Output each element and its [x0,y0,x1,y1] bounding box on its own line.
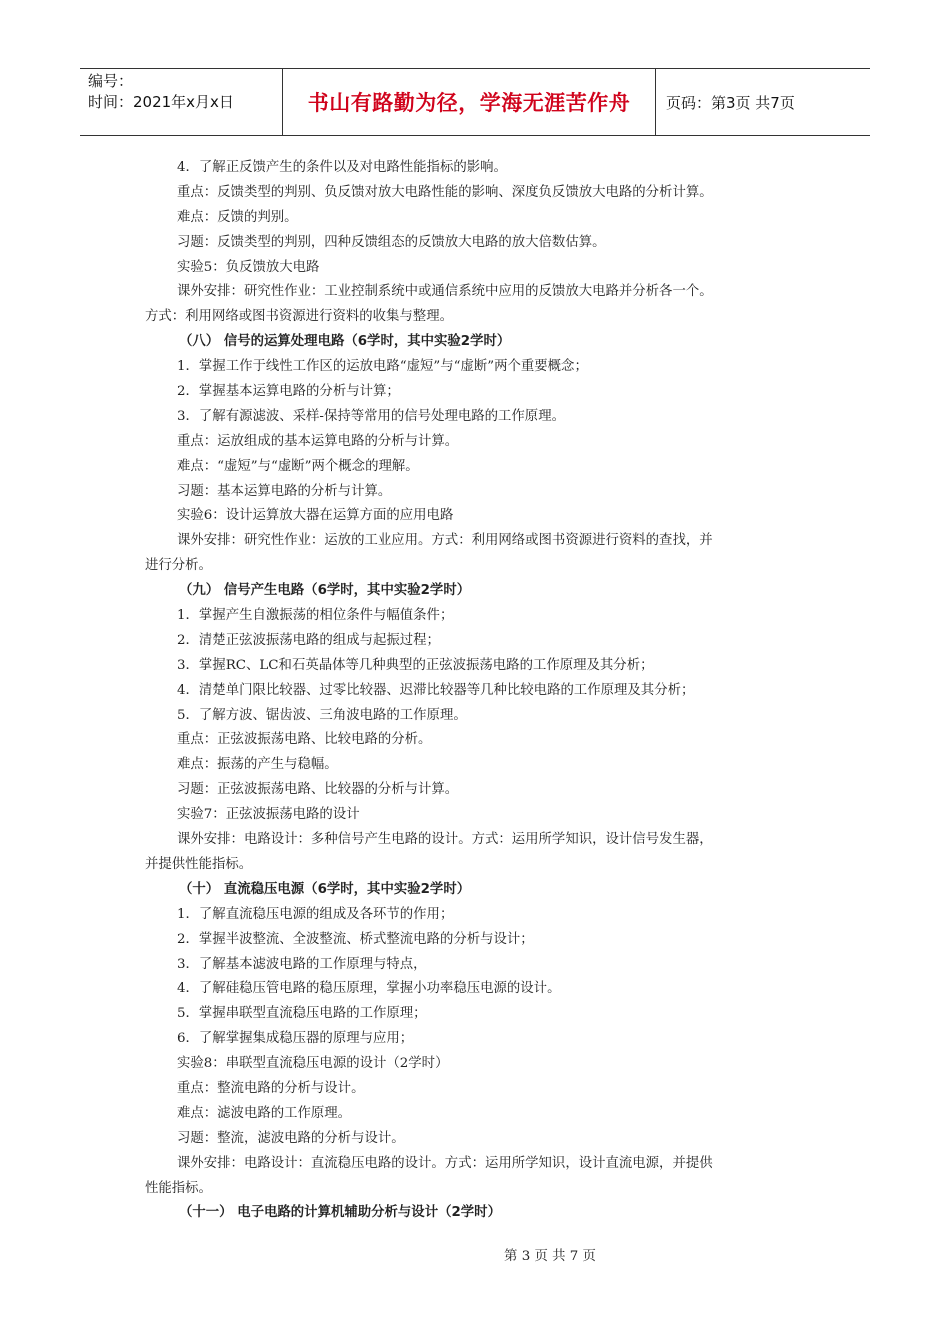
number-label: 编号： [88,72,134,90]
text-line: 重点：整流电路的分析与设计。 [177,1080,365,1096]
text-line: 实验8：串联型直流稳压电源的设计（2学时） [177,1056,449,1072]
text-line: 重点：反馈类型的判别、负反馈对放大电路性能的影响、深度负反馈放大电路的分析计算。 [177,184,713,200]
text-line: 实验7：正弦波振荡电路的设计 [177,807,360,823]
section-heading: （八） 信号的运算处理电路（6学时，其中实验2学时） [179,334,511,350]
text-line: 难点：振荡的产生与稳幅。 [177,757,338,773]
header-page-info [656,69,870,135]
text-line: 性能指标。 [145,1180,212,1196]
text-line: 课外安排：研究性作业：工业控制系统中或通信系统中应用的反馈放大电路并分析各一个。 [177,284,713,300]
text-line: 1．掌握产生自激振荡的相位条件与幅值条件； [177,608,454,624]
text-line: 习题：正弦波振荡电路、比较器的分析与计算。 [177,782,459,798]
section-heading: （九） 信号产生电路（6学时，其中实验2学时） [179,583,471,599]
text-line: 实验6：设计运算放大器在运算方面的应用电路 [177,508,454,524]
text-line: 2．掌握基本运算电路的分析与计算； [177,384,400,400]
text-line: 并提供性能指标。 [145,856,253,872]
text-line: 难点：“虚短”与“虚断”两个概念的理解。 [177,458,419,474]
text-line: 方式：利用网络或图书资源进行资料的收集与整理。 [145,309,453,325]
text-line: 课外安排：电路设计：直流稳压电路的设计。方式：运用所学知识，设计直流电源，并提供 [177,1155,713,1171]
footer-page-number: 第 3 页 共 7 页 [504,1249,596,1264]
date-label: 时间：2021年x月x日 [88,93,234,111]
text-line: 习题：整流，滤波电路的分析与设计。 [177,1130,405,1146]
text-line: 3．了解基本滤波电路的工作原理与特点， [177,956,427,972]
text-line: 习题：基本运算电路的分析与计算。 [177,483,392,499]
document-body [145,156,810,1226]
text-line: 4．清楚单门限比较器、过零比较器、迟滞比较器等几种比较电路的工作原理及其分析； [177,682,695,698]
text-line: 6．了解掌握集成稳压器的原理与应用； [177,1031,414,1047]
text-line: 4．了解正反馈产生的条件以及对电路性能指标的影响。 [177,160,507,175]
page-header [80,68,870,136]
header-motto [283,69,656,135]
text-line: 1．掌握工作于线性工作区的运放电路“虚短”与“虚断”两个重要概念； [177,359,588,375]
section-heading: （十） 直流稳压电源（6学时，其中实验2学时） [179,881,471,897]
text-line: 3．了解有源滤波、采样-保持等常用的信号处理电路的工作原理。 [177,408,565,424]
motto-text: 书山有路勤为径，学海无涯苦作舟 [307,90,631,115]
text-line: 难点：反馈的判别。 [177,209,298,225]
text-line: 课外安排：电路设计：多种信号产生电路的设计。方式：运用所学知识，设计信号发生器， [177,832,713,848]
text-line: 习题：反馈类型的判别，四种反馈组态的反馈放大电路的放大倍数估算。 [177,234,606,250]
text-line: 2．清楚正弦波振荡电路的组成与起振过程； [177,632,440,648]
text-line: 4．了解硅稳压管电路的稳压原理，掌握小功率稳压电源的设计。 [177,981,561,997]
text-line: 重点：运放组成的基本运算电路的分析与计算。 [177,433,459,449]
page-info-text: 页码：第3页 共7页 [666,93,795,112]
text-line: 课外安排：研究性作业：运放的工业应用。方式：利用网络或图书资源进行资料的查找，并 [177,533,713,549]
header-meta [80,69,283,135]
text-line: 重点：正弦波振荡电路、比较电路的分析。 [177,732,432,748]
text-line: 5．了解方波、锯齿波、三角波电路的工作原理。 [177,707,467,723]
section-heading: （十一） 电子电路的计算机辅助分析与设计（2学时） [179,1205,501,1221]
text-line: 3．掌握RC、LC和石英晶体等几种典型的正弦波振荡电路的工作原理及其分析； [177,657,654,673]
page-footer [0,1245,950,1264]
text-line: 实验5：负反馈放大电路 [177,259,320,275]
text-line: 5．掌握串联型直流稳压电路的工作原理； [177,1006,427,1022]
text-line: 2．掌握半波整流、全波整流、桥式整流电路的分析与设计； [177,931,534,947]
text-line: 难点：滤波电路的工作原理。 [177,1105,352,1121]
text-line: 进行分析。 [145,558,212,574]
text-line: 1．了解直流稳压电源的组成及各环节的作用； [177,906,454,922]
